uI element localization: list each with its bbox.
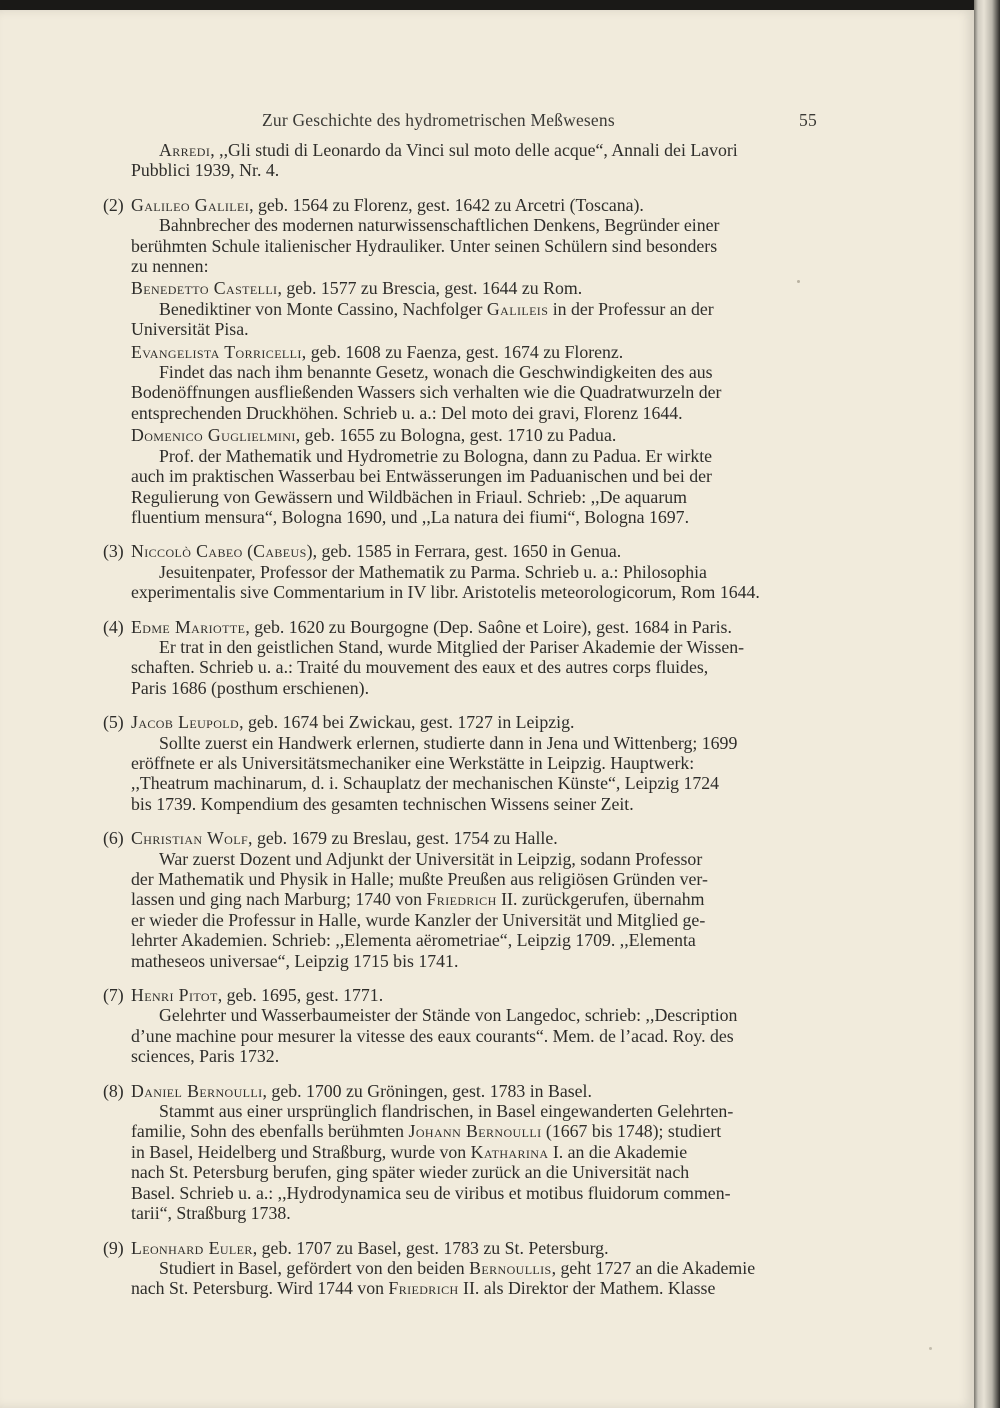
text-line: Bahnbrecher des modernen naturwissenschaftlichen Denkens, Begründer einer [159, 215, 720, 236]
text-line: lassen und ging nach Marburg; 1740 von Friedrich II. zurückgerufen, übernahm [131, 889, 705, 910]
text-line: experimentalis sive Commentarium in IV libr. Aristotelis meteorologicorum, Rom 1644. [131, 582, 760, 603]
text-line: War zuerst Dozent und Adjunkt der Universität in Leipzig, sodann Professor [159, 848, 703, 869]
person-name: Niccolò Cabeo [131, 541, 243, 562]
sub-entry-guglielmini [103, 425, 823, 527]
text-line: lehrter Akademien. Schrieb: ,,Elementa aërometriae“, Leipzig 1709. ,,Elementa [131, 930, 696, 951]
text-line: Regulierung von Gewässern und Wildbächen in Friaul. Schrieb: ,,De aquarum [131, 486, 687, 507]
text-line: ,,Theatrum machinarum, d. i. Schauplatz der mechanischen Künste“, Leipzig 1724 [131, 773, 720, 794]
person-name: Galileo Galilei [131, 194, 250, 215]
footnote-entry-5 [103, 712, 823, 814]
text-line: Paris 1686 (posthum erschienen). [131, 677, 370, 698]
entry-head: Domenico Guglielmini, geb. 1655 zu Bologna, gest. 1710 zu Padua. [131, 425, 617, 446]
entry-head: (4) Edme Mariotte, geb. 1620 zu Bourgogne (Dep. Saône et Loire), gest. 1684 in Paris. [103, 616, 732, 637]
text-line: Stammt aus einer ursprünglich flandrischen, in Basel eingewanderten Gelehrten- [159, 1101, 734, 1122]
footnote-number: (6) [103, 828, 124, 849]
text-line: Basel. Schrieb u. a.: ,,Hydrodynamica seu de viribus et motibus fluidorum commen- [131, 1182, 731, 1203]
text-line: Sollte zuerst ein Handwerk erlernen, studierte dann in Jena und Wittenberg; 1699 [159, 732, 738, 753]
person-name: Edme Mariotte [131, 616, 246, 637]
text-line: Gelehrter und Wasserbaumeister der Stände von Langedoc, schrieb: ,,Description [159, 1005, 738, 1026]
text-line: Bodenöffnungen ausfließenden Wassers sich verhalten wie die Quadratwurzeln der [131, 382, 722, 403]
sub-entry-castelli [103, 278, 823, 339]
footnote-entry-8 [103, 1081, 823, 1224]
footnote-entry-6 [103, 828, 823, 971]
entry-head: (8) Daniel Bernoulli, geb. 1700 zu Gröningen, gest. 1783 in Basel. [103, 1080, 592, 1101]
entry-head: (6) Christian Wolf, geb. 1679 zu Breslau, gest. 1754 zu Halle. [103, 828, 558, 849]
text-line: schaften. Schrieb u. a.: Traité du mouvement des eaux et des autres corps fluides, [131, 657, 709, 678]
person-name: Leonhard Euler [131, 1237, 253, 1258]
running-title: Zur Geschichte des hydrometrischen Meßwesens [262, 110, 615, 130]
person-name: Daniel Bernoulli [131, 1080, 263, 1101]
footnote-number: (9) [103, 1237, 124, 1258]
footnote-entry-9 [103, 1238, 823, 1299]
author-name: Arredi [159, 140, 211, 160]
entry-head: Evangelista Torricelli, geb. 1608 zu Faenza, gest. 1674 zu Florenz. [131, 341, 624, 362]
entry-head: (9) Leonhard Euler, geb. 1707 zu Basel, gest. 1783 zu St. Petersburg. [103, 1237, 609, 1258]
entry-head: (7) Henri Pitot, geb. 1695, gest. 1771. [103, 985, 384, 1006]
citation-text: , ,,Gli studi di Leonardo da Vinci sul moto delle acque“, Annali dei Lavori [210, 140, 738, 160]
sub-entry-torricelli [103, 342, 823, 424]
footnote-number: (5) [103, 712, 124, 733]
footnote-number: (4) [103, 616, 124, 637]
text-line: Universität Pisa. [131, 319, 249, 340]
person-name: Benedetto Castelli [131, 278, 278, 299]
text-line: tarii“, Straßburg 1738. [131, 1203, 291, 1224]
person-name: Evangelista Torricelli [131, 341, 302, 362]
footnote-number: (8) [103, 1080, 124, 1101]
footnote-entry-7 [103, 985, 823, 1067]
person-name: Henri Pitot [131, 985, 218, 1006]
text-line: der Mathematik und Physik in Halle; mußte Preußen aus religiösen Gründen ver- [131, 869, 708, 889]
entry-head: (2) Galileo Galilei, geb. 1564 zu Florenz, gest. 1642 zu Arcetri (Toscana). [103, 194, 644, 215]
person-name: Domenico Guglielmini [131, 425, 296, 446]
text-line: sciences, Paris 1732. [131, 1046, 280, 1067]
text-line: familie, Sohn des ebenfalls berühmten Johann Bernoulli (1667 bis 1748); studiert [131, 1121, 722, 1142]
text-line: zu nennen: [131, 256, 209, 277]
text-line: bis 1739. Kompendium des gesamten technischen Wissens seiner Zeit. [131, 793, 634, 814]
text-line: Benediktiner von Monte Cassino, Nachfolger Galileis in der Professur an der [159, 298, 714, 319]
text-line: fluentium mensura“, Bologna 1690, und ,,La natura dei fiumi“, Bologna 1697. [131, 506, 690, 527]
text-line [103, 140, 823, 160]
person-name: Jacob Leupold [131, 712, 240, 733]
footnote-entry-3 [103, 541, 823, 602]
person-alias: Cabeus [253, 541, 307, 562]
text-line: entsprechenden Druckhöhen. Schrieb u. a.: Del moto dei gravi, Florenz 1644. [131, 402, 683, 423]
text-line: nach St. Petersburg berufen, ging später wieder zurück an die Universität nach [131, 1162, 690, 1183]
footnote-entry-4 [103, 617, 823, 699]
footnote-number: (3) [103, 541, 124, 562]
text-line: d’une machine pour mesurer la vitesse des eaux courants“. Mem. de l’acad. Roy. des [131, 1025, 734, 1046]
text-line: Studiert in Basel, gefördert von den beiden Bernoullis, geht 1727 an die Akademie [159, 1257, 756, 1278]
entry-head: (5) Jacob Leupold, geb. 1674 bei Zwickau, gest. 1727 in Leipzig. [103, 712, 575, 733]
text-line: Pubblici 1939, Nr. 4. [131, 160, 280, 181]
text-line: Er trat in den geistlichen Stand, wurde Mitglied der Pariser Akademie der Wissen- [159, 636, 745, 657]
text-line: Findet das nach ihm benannte Gesetz, wonach die Geschwindigkeiten des aus [159, 362, 713, 383]
footnote-number: (2) [103, 194, 124, 215]
footnote-number: (7) [103, 985, 124, 1006]
text-line: nach St. Petersburg. Wird 1744 von Friedrich II. als Direktor der Mathem. Klasse [131, 1278, 716, 1299]
text-line: auch im praktischen Wasserbau bei Entwässerungen im Paduanischen und bei der [131, 466, 712, 487]
page-header [0, 100, 974, 130]
text-line: Prof. der Mathematik und Hydrometrie zu Bologna, dann zu Padua. Er wirkte [159, 445, 713, 466]
text-line: eröffnete er als Universitätsmechaniker eine Werkstätte in Leipzig. Hauptwerk: [131, 752, 695, 773]
footnote-entry-2 [103, 195, 823, 528]
entry-head: Benedetto Castelli, geb. 1577 zu Brescia, gest. 1644 zu Rom. [131, 278, 583, 299]
footnote-entry-1 [103, 140, 823, 181]
body-text [103, 140, 823, 1313]
text-line: berühmten Schule italienischer Hydrauliker. Unter seinen Schülern sind besonders [131, 235, 718, 256]
text-line: in Basel, Heidelberg und Straßburg, wurde von Katharina I. an die Akademie [131, 1141, 688, 1162]
speck [929, 1347, 932, 1350]
page-number: 55 [799, 110, 817, 130]
text-line: er wieder die Professur in Halle, wurde Kanzler der Universität und Mitglied ge- [131, 909, 706, 930]
entry-head: (3) Niccolò Cabeo (Cabeus), geb. 1585 in Ferrara, gest. 1650 in Genua. [103, 541, 622, 562]
book-spine [974, 0, 1000, 1408]
text-line: matheseos universae“, Leipzig 1715 bis 1741. [131, 950, 459, 971]
person-name: Christian Wolf [131, 828, 249, 849]
text-line: Jesuitenpater, Professor der Mathematik zu Parma. Schrieb u. a.: Philosophia [159, 561, 707, 582]
